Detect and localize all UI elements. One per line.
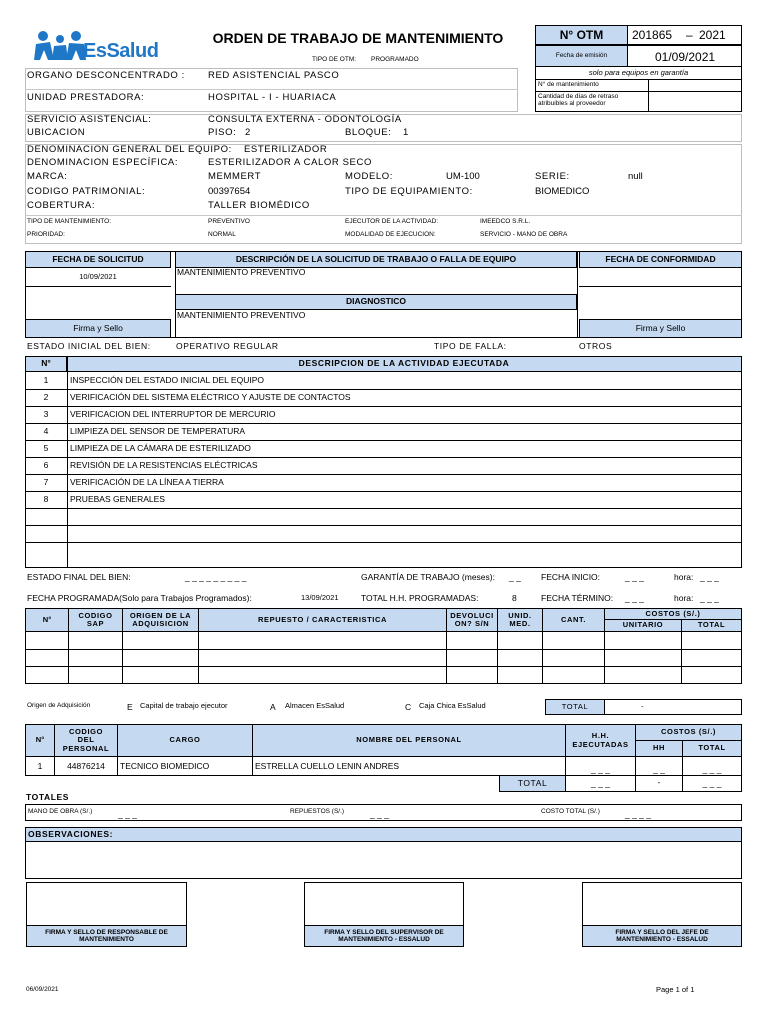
logo-text: EsSalud <box>83 40 159 62</box>
mano-obra-value: _ _ _ <box>118 809 137 819</box>
marca-label: MARCA: <box>27 171 68 182</box>
num-mantenimiento-label: N° de mantenimiento <box>538 81 599 88</box>
modelo-label: MODELO: <box>345 171 394 182</box>
fecha-emision-label: Fecha de emisión <box>555 52 608 59</box>
per-total-label: TOTAL <box>499 775 566 792</box>
ubicacion-label: UBICACION <box>27 127 86 138</box>
fecha-solicitud-value: 10/09/2021 <box>79 272 117 281</box>
garantia-value: _ _ <box>509 572 521 582</box>
actividad-desc: PRUEBAS GENERALES <box>70 494 165 504</box>
bloque-label: BLOQUE: <box>345 127 392 138</box>
modalidad-value: SERVICIO - MANO DE OBRA <box>480 231 568 238</box>
origen-label-a: Almacen EsSalud <box>285 701 345 710</box>
row-divider <box>25 542 742 543</box>
tipo-equip-value: BIOMEDICO <box>535 186 590 197</box>
rep-num-header: N° <box>25 608 69 632</box>
per-cargo-header: CARGO <box>117 724 253 757</box>
garantia-label: GARANTÍA DE TRABAJO (meses): <box>361 572 495 582</box>
ejecutor-value: IMEEDCO S.R.L. <box>480 218 531 225</box>
page-title: ORDEN DE TRABAJO DE MANTENIMIENTO <box>212 30 504 46</box>
firma-sello-left: Firma y Sello <box>25 319 171 338</box>
actividad-desc: REVISIÓN DE LA RESISTENCIAS ELÉCTRICAS <box>70 460 258 470</box>
descripcion-header: DESCRIPCIÓN DE LA SOLICITUD DE TRABAJO O FALLA DE EQUIPO <box>175 251 577 268</box>
per-row-cargo: TECNICO BIOMEDICO <box>120 761 210 771</box>
rep-devolucion-header: DEVOLUCI ON? S/N <box>446 608 498 632</box>
family-logo-icon <box>34 30 86 64</box>
observaciones-label: OBSERVACIONES: <box>28 829 114 839</box>
row-divider <box>25 389 742 390</box>
serie-value: null <box>628 171 643 182</box>
fecha-conformidad-header: FECHA DE CONFORMIDAD <box>579 251 742 268</box>
firma-label-2: FIRMA Y SELLO DEL SUPERVISOR DE MANTENIMIENTO - ESSALUD <box>304 925 464 947</box>
serie-label: SERIE: <box>535 171 570 182</box>
actividades-num-header: N° <box>25 356 67 372</box>
piso-value: 2 <box>245 127 251 138</box>
otm-label: N° OTM <box>559 28 604 42</box>
origen-code-a: A <box>270 702 276 712</box>
actividad-desc: INSPECCIÓN DEL ESTADO INICIAL DEL EQUIPO <box>70 375 264 385</box>
per-num-header: N° <box>25 724 55 757</box>
actividad-num: 6 <box>43 460 49 470</box>
tipo-otm-label: TIPO DE OTM: <box>312 56 357 63</box>
hora-termino-label: hora: <box>674 593 694 603</box>
rep-codigo-header: CODIGO SAP <box>68 608 123 632</box>
actividad-num: 1 <box>43 375 49 385</box>
firma-label-1: FIRMA Y SELLO DE RESPONSABLE DE MANTENIMIENTO <box>26 925 187 947</box>
actividad-num: 3 <box>43 409 49 419</box>
otm-year: 2021 <box>699 28 726 42</box>
rep-origen-header: ORIGEN DE LA ADQUISICION <box>122 608 199 632</box>
den-general-value: ESTERILIZADOR <box>244 144 328 155</box>
cobertura-value: TALLER BIOMÉDICO <box>208 200 310 211</box>
solo-garantia-note: solo para equipos en garantía <box>588 68 689 77</box>
prioridad-value: NORMAL <box>208 231 236 238</box>
den-especifica-value: ESTERILIZADOR A CALOR SECO <box>208 157 372 168</box>
tipo-equip-label: TIPO DE EQUIPAMIENTO: <box>345 186 473 197</box>
cobertura-label: COBERTURA: <box>27 200 96 211</box>
organo-value: RED ASISTENCIAL PASCO <box>208 70 340 81</box>
firma-sello-right: Firma y Sello <box>579 319 742 338</box>
per-row-costo-hh: _ _ <box>653 764 665 774</box>
hora-inicio-value: _ _ _ <box>700 572 719 582</box>
prioridad-label: PRIORIDAD: <box>27 231 65 238</box>
total-hh-label: TOTAL H.H. PROGRAMADAS: <box>361 593 479 603</box>
actividades-desc-header: DESCRIPCION DE LA ACTIVIDAD EJECUTADA <box>66 356 742 372</box>
actividad-num: 2 <box>43 392 49 402</box>
fecha-solicitud-header: FECHA DE SOLICITUD <box>25 251 171 268</box>
hora-termino-value: _ _ _ <box>700 593 719 603</box>
fecha-emision: 01/09/2021 <box>655 50 716 64</box>
row-divider <box>25 457 742 458</box>
rep-unid-header: UNID. MED. <box>497 608 543 632</box>
den-especifica-label: DENOMINACION ESPECÍFICA: <box>27 157 179 168</box>
servicio-value: CONSULTA EXTERNA - ODONTOLOGÍA <box>208 114 402 125</box>
otm-separator: – <box>686 28 693 42</box>
fecha-prog-value: 13/09/2021 <box>301 593 339 602</box>
diagnostico-value: MANTENIMIENTO PREVENTIVO <box>177 310 306 320</box>
per-row-total: _ _ _ <box>702 764 722 774</box>
unidad-label: UNIDAD PRESTADORA: <box>27 92 145 103</box>
rep-total-value: - <box>604 699 742 715</box>
codigo-value: 00397654 <box>208 186 251 197</box>
unidad-value: HOSPITAL - I - HUARIACA <box>208 92 337 103</box>
bloque-value: 1 <box>403 127 409 138</box>
repuestos-total-value: _ _ _ <box>370 809 389 819</box>
tipo-falla-value: OTROS <box>579 341 613 351</box>
costo-total-value: _ _ _ _ <box>625 809 651 819</box>
tipo-mant-value: PREVENTIVO <box>208 218 250 225</box>
mano-obra-label: MANO DE OBRA (S/.) <box>28 808 93 815</box>
total-hh-value: 8 <box>512 593 517 603</box>
tipo-otm-value: PROGRAMADO <box>371 56 419 63</box>
piso-label: PISO: <box>208 127 237 138</box>
fecha-termino-label: FECHA TÉRMINO: <box>541 593 614 603</box>
rep-costos-header: COSTOS (S/.) <box>604 608 742 620</box>
actividad-num: 5 <box>43 443 49 453</box>
actividad-desc: LIMPIEZA DEL SENSOR DE TEMPERATURA <box>70 426 246 436</box>
per-total-hh: _ _ _ <box>565 775 636 792</box>
fecha-termino-value: _ _ _ <box>625 593 644 603</box>
observaciones-header <box>25 827 742 842</box>
rep-cant-header: CANT. <box>542 608 605 632</box>
per-nombre-header: NOMBRE DEL PERSONAL <box>252 724 566 757</box>
footer-date: 06/09/2021 <box>26 986 59 993</box>
ejecutor-label: EJECUTOR DE LA ACTIVIDAD: <box>345 218 439 225</box>
per-row-num: 1 <box>37 761 43 771</box>
modalidad-label: MODALIDAD DE EJECUCION: <box>345 231 436 238</box>
per-hh2-header: HH <box>635 740 683 757</box>
rep-total-header: TOTAL <box>681 619 742 632</box>
rep-repuesto-header: REPUESTO / CARACTERISTICA <box>198 608 447 632</box>
descripcion-value: MANTENIMIENTO PREVENTIVO <box>177 267 306 277</box>
row-divider <box>25 525 742 526</box>
actividad-desc: VERIFICACION DEL INTERRUPTOR DE MERCURIO <box>70 409 276 419</box>
estado-inicial-value: OPERATIVO REGULAR <box>176 341 279 351</box>
estado-final-label: ESTADO FINAL DEL BIEN: <box>27 572 131 582</box>
row-divider <box>25 491 742 492</box>
origen-label-e: Capital de trabajo ejecutor <box>140 701 228 710</box>
fecha-inicio-value: _ _ _ <box>625 572 644 582</box>
row-divider <box>25 474 742 475</box>
per-hh-header: H.H. EJECUTADAS <box>565 724 636 757</box>
actividad-desc: VERIFICACIÓN DE LA LÍNEA A TIERRA <box>70 477 224 487</box>
row-divider <box>25 423 742 424</box>
row-divider <box>25 406 742 407</box>
per-row-codigo: 44876214 <box>67 761 105 771</box>
actividad-desc: LIMPIEZA DE LA CÁMARA DE ESTERILIZADO <box>70 443 251 453</box>
rep-total-label: TOTAL <box>545 699 605 715</box>
actividad-desc: VERIFICACIÓN DEL SISTEMA ELÉCTRICO Y AJUSTE DE CONTACTOS <box>70 392 351 402</box>
footer-page: Page 1 of 1 <box>656 985 695 994</box>
actividad-num: 4 <box>43 426 49 436</box>
servicio-label: SERVICIO ASISTENCIAL: <box>27 114 152 125</box>
origen-code-c: C <box>405 702 412 712</box>
actividad-num: 7 <box>43 477 49 487</box>
tipo-falla-label: TIPO DE FALLA: <box>434 341 507 351</box>
per-row-nombre: ESTRELLA CUELLO LENIN ANDRES <box>255 761 400 771</box>
per-codigo-header: CODIGO DEL PERSONAL <box>54 724 118 757</box>
fecha-inicio-label: FECHA INICIO: <box>541 572 601 582</box>
per-costos-header: COSTOS (S/.) <box>635 724 742 741</box>
dias-retraso-label: Cantidad de días de retraso atribuibles al proveedor <box>538 93 619 108</box>
diagnostico-header: DIAGNOSTICO <box>175 294 577 310</box>
tipo-mant-label: TIPO DE MANTENIMIENTO: <box>27 218 112 225</box>
firma-label-3: FIRMA Y SELLO DEL JEFE DE MANTENIMIENTO - ESSALUD <box>582 925 742 947</box>
organo-label: ORGANO DESCONCENTRADO : <box>27 70 185 81</box>
row-divider <box>25 508 742 509</box>
estado-final-value: _ _ _ _ _ _ _ _ _ <box>185 572 247 582</box>
den-general-label: DENOMINACION GENERAL DEL EQUIPO: <box>27 144 232 155</box>
actividad-num: 8 <box>43 494 49 504</box>
hora-inicio-label: hora: <box>674 572 694 582</box>
rep-unitario-header: UNITARIO <box>604 619 682 632</box>
origen-code-e: E <box>127 702 133 712</box>
per-total-header: TOTAL <box>682 740 742 757</box>
codigo-label: CODIGO PATRIMONIAL: <box>27 186 146 197</box>
row-divider <box>25 440 742 441</box>
essalud-logo <box>34 30 174 66</box>
marca-value: MEMMERT <box>208 171 262 182</box>
per-total-hh2: - <box>635 775 683 792</box>
costo-total-label: COSTO TOTAL (S/.) <box>541 808 600 815</box>
estado-inicial-label: ESTADO INICIAL DEL BIEN: <box>27 341 151 351</box>
fecha-prog-label: FECHA PROGRAMADA(Solo para Trabajos Programados): <box>27 593 252 603</box>
origen-label-c: Caja Chica EsSalud <box>419 701 486 710</box>
origen-label: Origen de Adquisición <box>27 702 91 709</box>
per-total-total: _ _ _ <box>682 775 742 792</box>
repuestos-total-label: REPUESTOS (S/.) <box>290 808 345 815</box>
per-row-hh: _ _ _ <box>591 764 610 774</box>
otm-number: 201865 <box>632 28 673 42</box>
modelo-value: UM-100 <box>446 171 480 182</box>
totales-label: TOTALES <box>26 792 70 802</box>
